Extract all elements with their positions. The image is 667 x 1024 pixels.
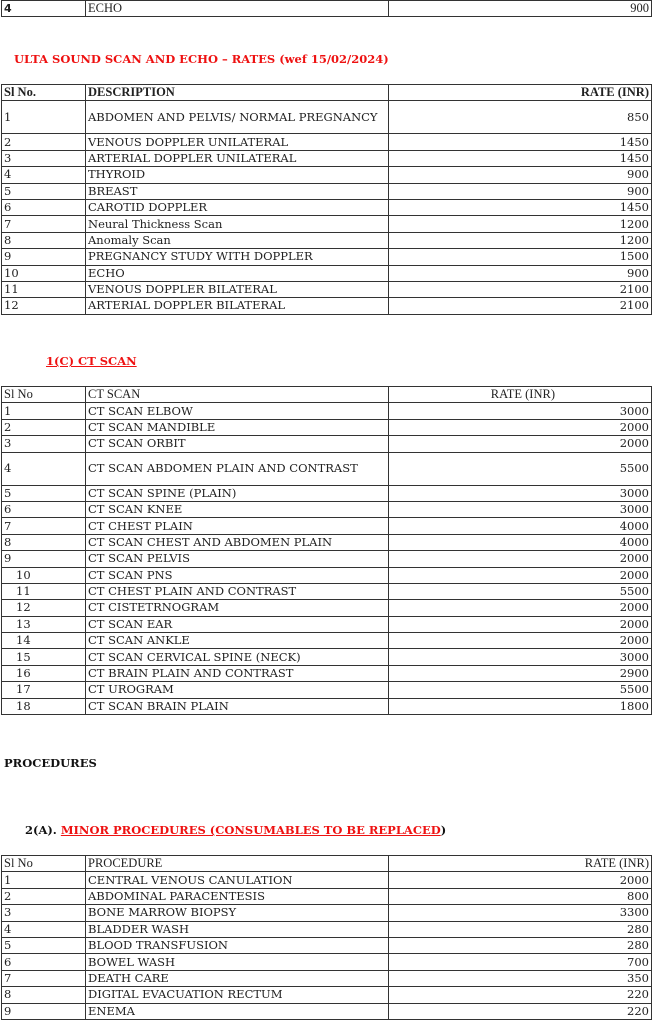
description-cell: CT CHEST PLAIN AND CONTRAST <box>86 583 389 599</box>
sl-no-cell: 3 <box>2 150 86 166</box>
table-row <box>2 921 652 937</box>
header-sl-no: Sl No <box>2 856 86 872</box>
rate-cell: 3000 <box>389 485 652 501</box>
sl-no-cell: 1 <box>2 101 86 134</box>
table-row <box>2 281 652 297</box>
description-cell: CT SCAN ABDOMEN PLAIN AND CONTRAST <box>86 452 389 485</box>
sl-no-cell: 9 <box>2 1003 86 1019</box>
rate-cell: 5500 <box>389 583 652 599</box>
description-cell: THYROID <box>86 167 389 183</box>
table-header-row <box>2 387 652 403</box>
table-header-row <box>2 856 652 872</box>
description-cell: CT SCAN PNS <box>86 567 389 583</box>
table-row <box>2 232 652 248</box>
table-row <box>2 167 652 183</box>
sl-no-cell: 4 <box>2 167 86 183</box>
rate-cell: 1500 <box>389 249 652 265</box>
rate-cell: 220 <box>389 987 652 1003</box>
table-row <box>2 682 652 698</box>
description-cell: CT SCAN ELBOW <box>86 403 389 419</box>
header-sl-no: Sl No <box>2 387 86 403</box>
description-cell: BOWEL WASH <box>86 954 389 970</box>
table-row <box>2 665 652 681</box>
description-cell: CT BRAIN PLAIN AND CONTRAST <box>86 665 389 681</box>
rate-cell: 4000 <box>389 518 652 534</box>
rate-cell: 1200 <box>389 232 652 248</box>
rate-cell: 2000 <box>389 567 652 583</box>
table-row <box>2 436 652 452</box>
minor-procedures-title <box>25 823 446 837</box>
table-row <box>2 134 652 150</box>
description-cell: CT SCAN CHEST AND ABDOMEN PLAIN <box>86 534 389 550</box>
header-rate: RATE (INR) <box>389 387 652 403</box>
description-cell: ABDOMINAL PARACENTESIS <box>86 888 389 904</box>
description-cell: ARTERIAL DOPPLER UNILATERAL <box>86 150 389 166</box>
table-row <box>2 987 652 1003</box>
sl-no-cell: 10 <box>2 567 86 583</box>
sl-no-cell: 9 <box>2 551 86 567</box>
table-row <box>2 600 652 616</box>
description-cell: ARTERIAL DOPPLER BILATERAL <box>86 298 389 314</box>
header-sl-no: Sl No. <box>2 85 86 101</box>
sl-no-cell: 1 <box>2 403 86 419</box>
rate-cell: 220 <box>389 1003 652 1019</box>
rate-cell: 900 <box>389 167 652 183</box>
table-row <box>2 583 652 599</box>
rate-cell: 2900 <box>389 665 652 681</box>
description-cell: Anomaly Scan <box>86 232 389 248</box>
sl-no-cell: 16 <box>2 665 86 681</box>
table-row <box>2 551 652 567</box>
description-cell: CAROTID DOPPLER <box>86 199 389 215</box>
sl-no-cell: 8 <box>2 987 86 1003</box>
sl-no-cell: 2 <box>2 888 86 904</box>
rate-cell: 2000 <box>389 872 652 888</box>
description-cell: ECHO <box>86 1 389 17</box>
table-row <box>2 970 652 986</box>
table-row <box>2 265 652 281</box>
description-cell: CT SCAN KNEE <box>86 501 389 517</box>
table-row <box>2 534 652 550</box>
header-rate: RATE (INR) <box>389 85 652 101</box>
header-rate: RATE (INR) <box>389 856 652 872</box>
sl-no-cell: 4 <box>2 1 86 17</box>
description-cell: ABDOMEN AND PELVIS/ NORMAL PREGNANCY <box>86 101 389 134</box>
rate-cell: 900 <box>389 1 652 17</box>
sl-no-cell: 14 <box>2 633 86 649</box>
rate-cell: 2000 <box>389 419 652 435</box>
table-row <box>2 905 652 921</box>
ct-scan-section-title: 1(C) CT SCAN <box>46 354 137 368</box>
procedures-heading: PROCEDURES <box>4 756 97 770</box>
description-cell: CT SCAN MANDIBLE <box>86 419 389 435</box>
table-row <box>2 452 652 485</box>
sl-no-cell: 5 <box>2 937 86 953</box>
sl-no-cell: 13 <box>2 616 86 632</box>
header-description: CT SCAN <box>86 387 389 403</box>
rate-cell: 3000 <box>389 501 652 517</box>
sl-no-cell: 18 <box>2 698 86 714</box>
table-header-row <box>2 85 652 101</box>
rate-cell: 2000 <box>389 616 652 632</box>
description-cell: CT CISTETRNOGRAM <box>86 600 389 616</box>
description-cell: VENOUS DOPPLER UNILATERAL <box>86 134 389 150</box>
description-cell: CT UROGRAM <box>86 682 389 698</box>
table-row <box>2 216 652 232</box>
sl-no-cell: 4 <box>2 452 86 485</box>
rate-cell: 700 <box>389 954 652 970</box>
description-cell: BONE MARROW BIOPSY <box>86 905 389 921</box>
rate-cell: 3300 <box>389 905 652 921</box>
rate-cell: 1450 <box>389 199 652 215</box>
rate-cell: 2000 <box>389 436 652 452</box>
description-cell: BREAST <box>86 183 389 199</box>
sl-no-cell: 8 <box>2 534 86 550</box>
description-cell: CT CHEST PLAIN <box>86 518 389 534</box>
table-row <box>2 249 652 265</box>
sl-no-cell: 7 <box>2 216 86 232</box>
description-cell: DEATH CARE <box>86 970 389 986</box>
ct-scan-rate-table <box>1 386 652 715</box>
table-row <box>2 518 652 534</box>
rate-cell: 850 <box>389 101 652 134</box>
rate-cell: 3000 <box>389 403 652 419</box>
rate-cell: 2000 <box>389 551 652 567</box>
rate-cell: 1200 <box>389 216 652 232</box>
sl-no-cell: 17 <box>2 682 86 698</box>
sl-no-cell: 3 <box>2 436 86 452</box>
description-cell: CT SCAN ANKLE <box>86 633 389 649</box>
table-row <box>2 501 652 517</box>
rate-cell: 4000 <box>389 534 652 550</box>
sl-no-cell: 15 <box>2 649 86 665</box>
table-row <box>2 616 652 632</box>
rate-cell: 2000 <box>389 600 652 616</box>
sl-no-cell: 3 <box>2 905 86 921</box>
rate-cell: 900 <box>389 183 652 199</box>
sl-no-cell: 12 <box>2 298 86 314</box>
sl-no-cell: 9 <box>2 249 86 265</box>
table-row <box>2 183 652 199</box>
rate-cell: 5500 <box>389 682 652 698</box>
sl-no-cell: 2 <box>2 419 86 435</box>
minor-procedures-suffix: ) <box>440 823 447 837</box>
table-row <box>2 649 652 665</box>
table-row <box>2 403 652 419</box>
sl-no-cell: 7 <box>2 970 86 986</box>
description-cell: CENTRAL VENOUS CANULATION <box>86 872 389 888</box>
sl-no-cell: 4 <box>2 921 86 937</box>
rate-cell: 2100 <box>389 281 652 297</box>
minor-procedures-rate-table <box>1 855 652 1020</box>
rate-cell: 280 <box>389 937 652 953</box>
rate-cell: 1800 <box>389 698 652 714</box>
description-cell: Neural Thickness Scan <box>86 216 389 232</box>
sl-no-cell: 11 <box>2 281 86 297</box>
description-cell: CT SCAN CERVICAL SPINE (NECK) <box>86 649 389 665</box>
ct-scan-table-body <box>2 403 652 715</box>
description-cell: BLOOD TRANSFUSION <box>86 937 389 953</box>
description-cell: ENEMA <box>86 1003 389 1019</box>
table-row <box>2 1 652 17</box>
description-cell: VENOUS DOPPLER BILATERAL <box>86 281 389 297</box>
sl-no-cell: 6 <box>2 501 86 517</box>
sl-no-cell: 6 <box>2 199 86 215</box>
ultrasound-rate-table <box>1 84 652 315</box>
sl-no-cell: 10 <box>2 265 86 281</box>
rate-cell: 350 <box>389 970 652 986</box>
description-cell: ECHO <box>86 265 389 281</box>
header-description: DESCRIPTION <box>86 85 389 101</box>
table-row <box>2 485 652 501</box>
rate-cell: 3000 <box>389 649 652 665</box>
description-cell: PREGNANCY STUDY WITH DOPPLER <box>86 249 389 265</box>
table-row <box>2 298 652 314</box>
table-row <box>2 872 652 888</box>
table-row <box>2 1003 652 1019</box>
sl-no-cell: 2 <box>2 134 86 150</box>
rate-cell: 2000 <box>389 633 652 649</box>
table-row <box>2 888 652 904</box>
ultrasound-section-title: ULTA SOUND SCAN AND ECHO – RATES (wef 15/02/2024) <box>14 52 389 66</box>
table-row <box>2 150 652 166</box>
header-description: PROCEDURE <box>86 856 389 872</box>
sl-no-cell: 7 <box>2 518 86 534</box>
rate-cell: 1450 <box>389 150 652 166</box>
minor-procedures-title-text: MINOR PROCEDURES (CONSUMABLES TO BE REPLACED <box>60 823 441 837</box>
rate-cell: 280 <box>389 921 652 937</box>
rate-cell: 900 <box>389 265 652 281</box>
description-cell: CT SCAN BRAIN PLAIN <box>86 698 389 714</box>
table-row <box>2 937 652 953</box>
sl-no-cell: 12 <box>2 600 86 616</box>
sl-no-cell: 6 <box>2 954 86 970</box>
table-row <box>2 101 652 134</box>
previous-rate-table <box>1 0 652 17</box>
rate-cell: 1450 <box>389 134 652 150</box>
table-row <box>2 419 652 435</box>
description-cell: DIGITAL EVACUATION RECTUM <box>86 987 389 1003</box>
table-row <box>2 199 652 215</box>
table-row <box>2 633 652 649</box>
rate-cell: 5500 <box>389 452 652 485</box>
minor-procedures-table-body <box>2 872 652 1020</box>
sl-no-cell: 1 <box>2 872 86 888</box>
rate-cell: 800 <box>389 888 652 904</box>
sl-no-cell: 8 <box>2 232 86 248</box>
table-row <box>2 698 652 714</box>
table-row <box>2 954 652 970</box>
description-cell: CT SCAN PELVIS <box>86 551 389 567</box>
table-row <box>2 567 652 583</box>
sl-no-cell: 5 <box>2 183 86 199</box>
ultrasound-table-body <box>2 101 652 314</box>
description-cell: CT SCAN ORBIT <box>86 436 389 452</box>
rate-cell: 2100 <box>389 298 652 314</box>
minor-procedures-prefix: 2(A). <box>25 823 57 837</box>
sl-no-cell: 11 <box>2 583 86 599</box>
description-cell: CT SCAN EAR <box>86 616 389 632</box>
description-cell: BLADDER WASH <box>86 921 389 937</box>
sl-no-cell: 5 <box>2 485 86 501</box>
description-cell: CT SCAN SPINE (PLAIN) <box>86 485 389 501</box>
